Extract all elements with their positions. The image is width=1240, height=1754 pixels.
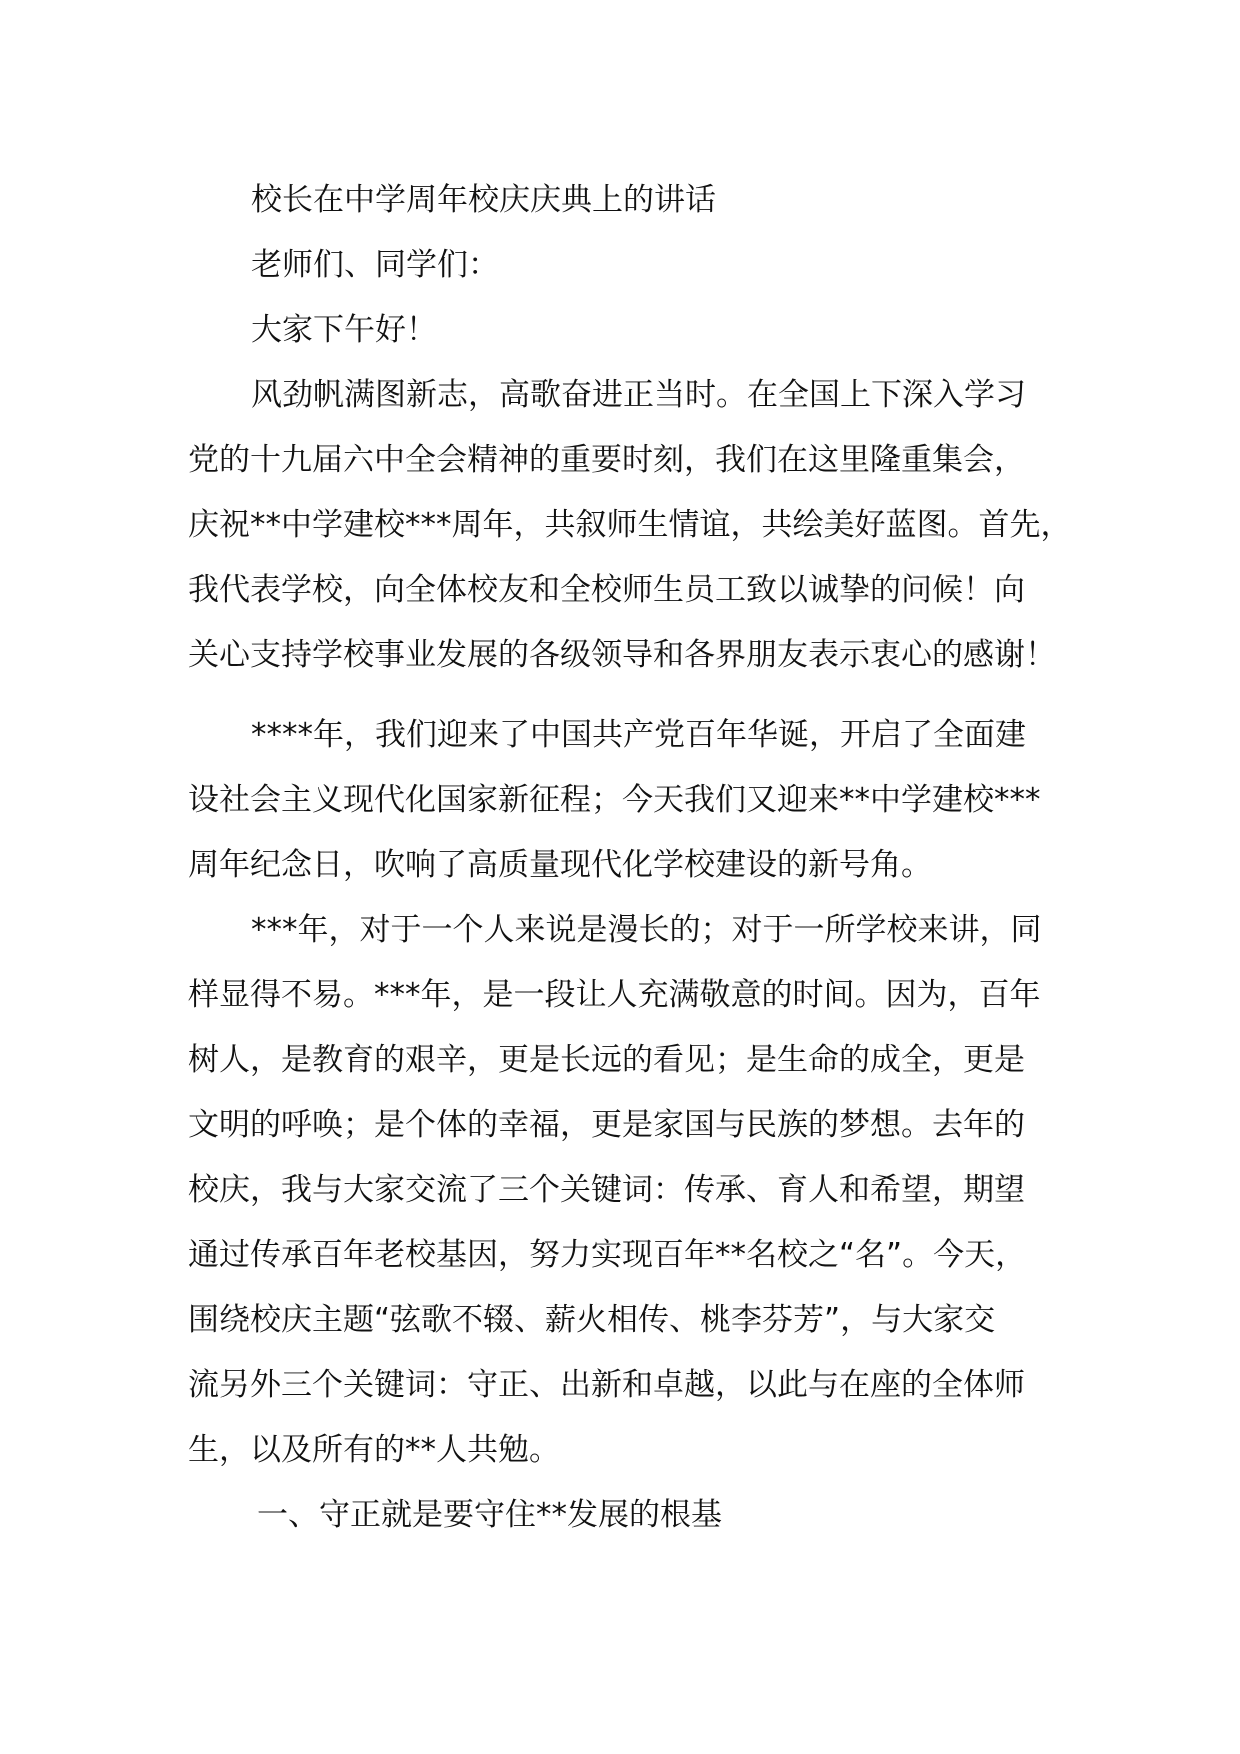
paragraph-line: 生，以及所有的**人共勉。 xyxy=(188,1432,560,1468)
paragraph-line: 设社会主义现代化国家新征程；今天我们又迎来**中学建校*** xyxy=(188,782,1041,818)
paragraph-line: 树人，是教育的艰辛，更是长远的看见；是生命的成全，更是 xyxy=(188,1042,1025,1078)
paragraph-line: 庆祝**中学建校***周年，共叙师生情谊，共绘美好蓝图。首先， xyxy=(188,507,1072,543)
paragraph-line: 流另外三个关键词：守正、出新和卓越，以此与在座的全体师 xyxy=(188,1367,1025,1403)
document-title: 校长在中学周年校庆庆典上的讲话 xyxy=(251,182,716,218)
speech-body xyxy=(188,168,1088,1548)
paragraph-line: 文明的呼唤；是个体的幸福，更是家国与民族的梦想。去年的 xyxy=(188,1107,1025,1143)
paragraph-line: 党的十九届六中全会精神的重要时刻，我们在这里隆重集会， xyxy=(188,442,1025,478)
paragraph-line: 周年纪念日，吹响了高质量现代化学校建设的新号角。 xyxy=(188,847,932,883)
paragraph-2 xyxy=(188,703,1088,898)
paragraph-line: ****年，我们迎来了中国共产党百年华诞，开启了全面建 xyxy=(251,717,1026,753)
paragraph-line: 通过传承百年老校基因，努力实现百年**名校之“名”。今天， xyxy=(188,1237,1027,1273)
paragraph-line: 围绕校庆主题“弦歌不辍、薪火相传、桃李芬芳”，与大家交 xyxy=(188,1302,996,1338)
salutation: 老师们、同学们： xyxy=(251,247,499,283)
paragraph-line: 关心支持学校事业发展的各级领导和各界朋友表示衷心的感谢！ xyxy=(188,637,1056,673)
paragraph-3 xyxy=(188,898,1088,1483)
paragraph-line: 校庆，我与大家交流了三个关键词：传承、育人和希望，期望 xyxy=(188,1172,1025,1208)
paragraph-line: 风劲帆满图新志，高歌奋进正当时。在全国上下深入学习 xyxy=(251,377,1026,413)
paragraph-line: 样显得不易。***年，是一段让人充满敬意的时间。因为，百年 xyxy=(188,977,1041,1013)
paragraph-line: ***年，对于一个人来说是漫长的；对于一所学校来讲，同 xyxy=(251,912,1042,948)
paragraph-1 xyxy=(188,363,1088,688)
greeting: 大家下午好！ xyxy=(251,312,437,348)
section-heading: 一、守正就是要守住**发展的根基 xyxy=(257,1497,722,1533)
paragraph-line: 我代表学校，向全体校友和全校师生员工致以诚挚的问候！向 xyxy=(188,572,1025,608)
